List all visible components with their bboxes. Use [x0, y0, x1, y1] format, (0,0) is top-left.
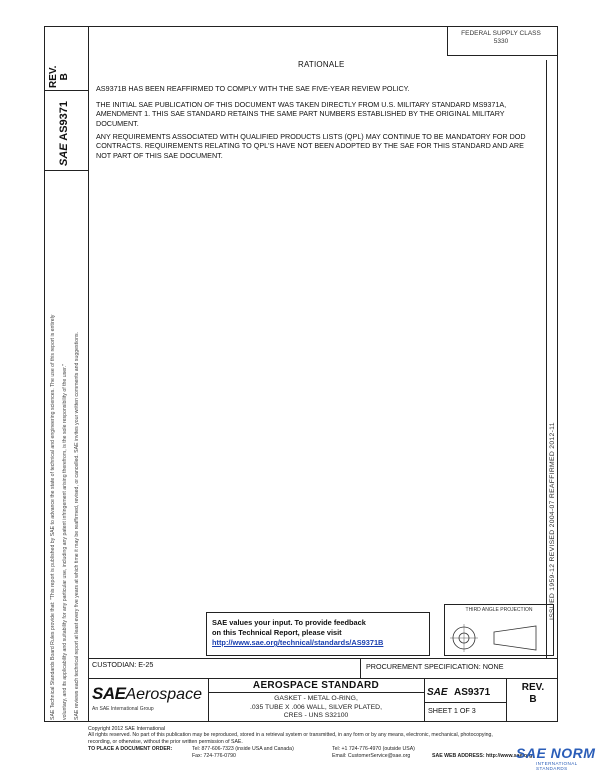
title-block-divider-3 — [506, 678, 507, 722]
rationale-paragraph-3: ANY REQUIREMENTS ASSOCIATED WITH QUALIFIED PRODUCTS LISTS (QPL) MAY CONTINUE TO BE MANDATORY FOR DOD CONTRACTS. REQUIREMENTS RELATING TO QPL'S HAVE NOT BEEN ADOPTED BY THE SAE FOR THIS STANDARD AND ARE NOT PART OF THIS SAE DOCUMENT. — [96, 132, 526, 160]
order-label: TO PLACE A DOCUMENT ORDER: — [88, 746, 173, 752]
feedback-box: SAE values your input. To provide feedback on this Technical Report, please visit http://www.sae.org/technical/standards/AS9371B — [206, 612, 430, 656]
rationale-paragraph-2: THE INITIAL SAE PUBLICATION OF THIS DOCUMENT WAS TAKEN DIRECTLY FROM U.S. MILITARY STANDARD MS9371A, AMENDMENT 1. THIS SAE STANDARD RETAINS THE SAME PART NUMBERS ESTABLISHED BY THE ORIGINAL MILITARY DOCUMENT. — [96, 100, 507, 128]
sheet-count: SHEET 1 OF 3 — [428, 706, 476, 715]
feedback-link[interactable]: http://www.sae.org/technical/standards/AS9371B — [212, 638, 384, 647]
third-angle-projection-icon — [450, 618, 550, 654]
side-rev: REV. B — [48, 65, 70, 88]
disclaimer-line-2: voluntary, and its applicability and suitability for any particular use, including any patent infringement arising therefrom, is the sole responsibility of the user." — [62, 364, 68, 720]
revision-history: ISSUED 1959-12 REVISED 2004-07 REAFFIRMED 2012-11 — [549, 422, 556, 620]
custodian: CUSTODIAN: E-25 — [92, 660, 154, 669]
sae-norm-watermark: SAE NORM — [516, 745, 596, 761]
standard-type: AEROSPACE STANDARD — [252, 680, 380, 691]
side-doc-number: SAE AS9371 — [58, 100, 70, 166]
sae-logo-side: SAE — [58, 143, 70, 166]
sae-logo-number-box: SAE — [427, 687, 448, 698]
part-description: GASKET - METAL O-RING, .035 TUBE X .006 WALL, SILVER PLATED, CRES - UNS S32100 — [250, 695, 382, 720]
rationale-paragraph-1: AS9371B HAS BEEN REAFFIRMED TO COMPLY WITH THE SAE FIVE-YEAR REVIEW POLICY. — [96, 84, 410, 93]
sae-aerospace-logo: SAEAerospace An SAE International Group — [92, 684, 202, 712]
phone-intl: Tel: +1 724-776-4970 (outside USA) — [332, 746, 415, 752]
document-number: AS9371 — [454, 687, 491, 698]
phone-usa: Tel: 877-606-7323 (inside USA and Canada) — [192, 746, 294, 752]
disclaimer-line-3: SAE reviews each technical report at least every five years at which time it may be reaffirmed, revised, or cancelled. SAE invites your written comments and suggestions. — [74, 332, 80, 720]
custodian-row-top — [88, 658, 558, 659]
side-column-divider — [88, 26, 89, 722]
email-address: Email: CustomerService@sae.org — [332, 753, 411, 759]
custodian-row-divider — [360, 658, 361, 678]
copyright: Copyright 2012 SAE International — [88, 726, 165, 732]
revision-box: REV. B — [521, 682, 545, 705]
side-number-divider — [44, 170, 88, 171]
title-under-standard — [208, 692, 424, 693]
rationale-heading: RATIONALE — [298, 60, 345, 69]
web-address[interactable]: SAE WEB ADDRESS: http://www.sae.org — [432, 753, 533, 759]
history-column-divider — [546, 60, 547, 658]
federal-supply-class: FEDERAL SUPPLY CLASS 5330 — [461, 30, 541, 45]
sae-norm-tagline: INTERNATIONAL STANDARDS — [536, 761, 578, 771]
title-block-divider-2 — [424, 678, 425, 722]
procurement-specification: PROCUREMENT SPECIFICATION: NONE — [366, 662, 504, 671]
rights-notice: All rights reserved. No part of this publication may be reproduced, stored in a retrieval system or transmitted, in any form or by any means, electronic, mechanical, photocopying, recording, or otherwise, without the prior written permission of SAE. — [88, 732, 493, 745]
side-rev-divider — [44, 90, 88, 91]
fax-number: Fax: 724-776-0790 — [192, 753, 236, 759]
projection-label: THIRD ANGLE PROJECTION — [465, 607, 533, 613]
disclaimer-line-1: SAE Technical Standards Board Rules provide that: "This report is published by SAE to advance the state of technical and engineering sciences. The use of this report is entirely — [50, 314, 56, 720]
number-sheet-divider — [424, 702, 506, 703]
